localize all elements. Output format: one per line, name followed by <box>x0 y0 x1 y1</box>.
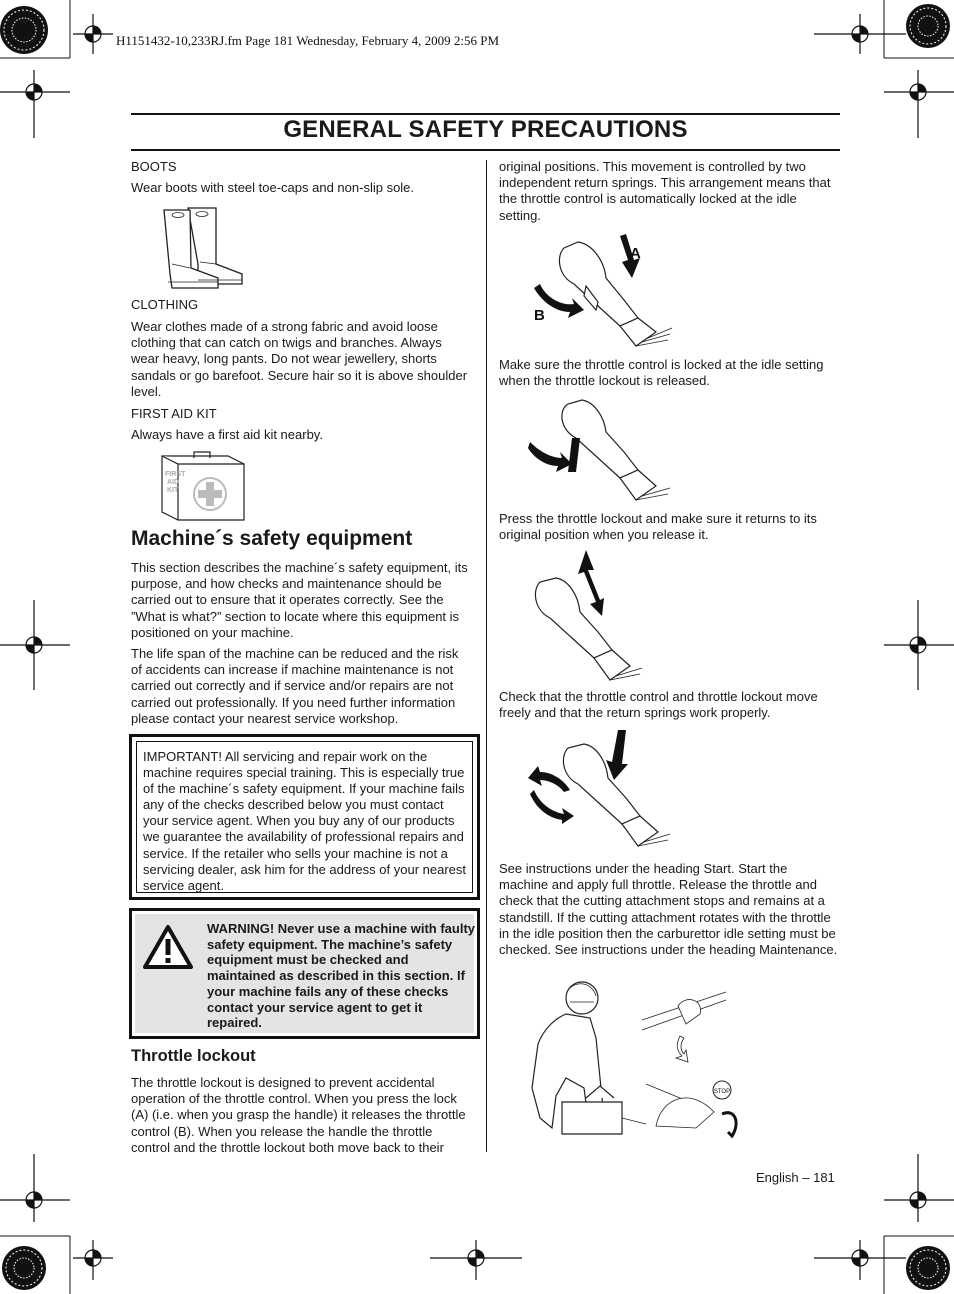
clothing-heading: CLOTHING <box>131 297 199 312</box>
throttle-illustration-2 <box>528 396 678 508</box>
firstaid-heading: FIRST AID KIT <box>131 406 217 421</box>
page-title: GENERAL SAFETY PRECAUTIONS <box>283 116 688 143</box>
label-b: B <box>534 307 545 324</box>
throttle-illustration-3 <box>528 548 678 686</box>
stop-label: STOP <box>713 1089 731 1095</box>
right-paragraph-2: Make sure the throttle control is locked at the idle setting when the throttle lockout is released. <box>499 357 824 389</box>
section-title: Machine´s safety equipment <box>131 527 413 550</box>
right-paragraph-1: original positions. This movement is controlled by two independent return springs. This arrangement means that the throttle control is automatically locked at the idle setting. <box>499 159 831 223</box>
throttle-illustration-1 <box>528 226 678 354</box>
idle-check-illustration <box>526 978 742 1142</box>
firstaid-text: Always have a first aid kit nearby. <box>131 427 323 442</box>
right-paragraph-3: Press the throttle lockout and make sure it returns to its original position when you release it. <box>499 511 817 543</box>
boots-illustration <box>158 204 246 292</box>
clothing-text: Wear clothes made of a strong fabric and avoid loose clothing that can catch on twigs and branches. Always wear heavy, long pants. Do not wear jewellery, shorts sandals or go barefoot. Secure hair so it is above shoulder level. <box>131 319 468 399</box>
first-aid-kit-illustration <box>158 450 248 522</box>
important-notice-box <box>129 734 480 900</box>
title-rule-bottom <box>131 149 840 151</box>
throttle-heading: Throttle lockout <box>131 1047 256 1065</box>
label-a: A <box>630 245 641 262</box>
first-aid-label-1: FIRST <box>165 471 186 478</box>
first-aid-label-3: KIT <box>167 487 179 494</box>
title-rule-top <box>131 113 840 115</box>
column-divider <box>486 160 487 1152</box>
boots-heading: BOOTS <box>131 159 177 174</box>
first-aid-label-2: AID <box>167 479 180 486</box>
section-paragraph-1: This section describes the machine´s safety equipment, its purpose, and how checks and maintenance should be carried out to ensure that it operates correctly. See the ”What is what?” section to locate where this equipment is positioned on your machine. <box>131 560 468 640</box>
page-footer: English – 181 <box>756 1170 835 1185</box>
throttle-illustration-4 <box>528 728 678 854</box>
right-paragraph-4: Check that the throttle control and throttle lockout move freely and that the return springs work properly. <box>499 689 818 721</box>
warning-text: WARNING! Never use a machine with faulty safety equipment. The machine’s safety equipment must be checked and maintained as described in this section. If your machine fails any of these checks contact your service agent to get it repaired. <box>207 921 476 1031</box>
print-header: H1151432-10,233RJ.fm Page 181 Wednesday, February 4, 2009 2:56 PM <box>116 33 500 48</box>
throttle-text: The throttle lockout is designed to prevent accidental operation of the throttle control. When you press the lock (A) (i.e. when you grasp the handle) it releases the throttle control (B). When you release the handle the throttle control and the throttle lockout both move back to their <box>131 1075 466 1155</box>
warning-triangle-icon <box>142 924 194 970</box>
section-paragraph-2: The life span of the machine can be reduced and the risk of accidents can increase if machine maintenance is not carried out correctly and if service and/or repairs are not carried out professionally. If you need further information please contact your nearest service workshop. <box>131 646 459 726</box>
right-paragraph-5: See instructions under the heading Start. Start the machine and apply full throttle. Release the throttle and check that the cutting attachment stops and remains at a standstill. If the cutting attachment rotates with the throttle in the idle position then the carburettor idle setting must be checked. See instructions under the heading Maintenance. <box>499 861 838 958</box>
boots-text: Wear boots with steel toe-caps and non-slip sole. <box>131 180 415 195</box>
important-notice-text: IMPORTANT! All servicing and repair work on the machine requires special training. This is especially true of the machine´s safety equipment. If your machine fails any of the checks described below you must contact your service agent. When you buy any of our products we guarantee the availability of professional repairs and service. If the retailer who sells your machine is not a servicing dealer, ask him for the address of your nearest service agent. <box>136 741 473 893</box>
warning-box <box>129 908 480 1039</box>
